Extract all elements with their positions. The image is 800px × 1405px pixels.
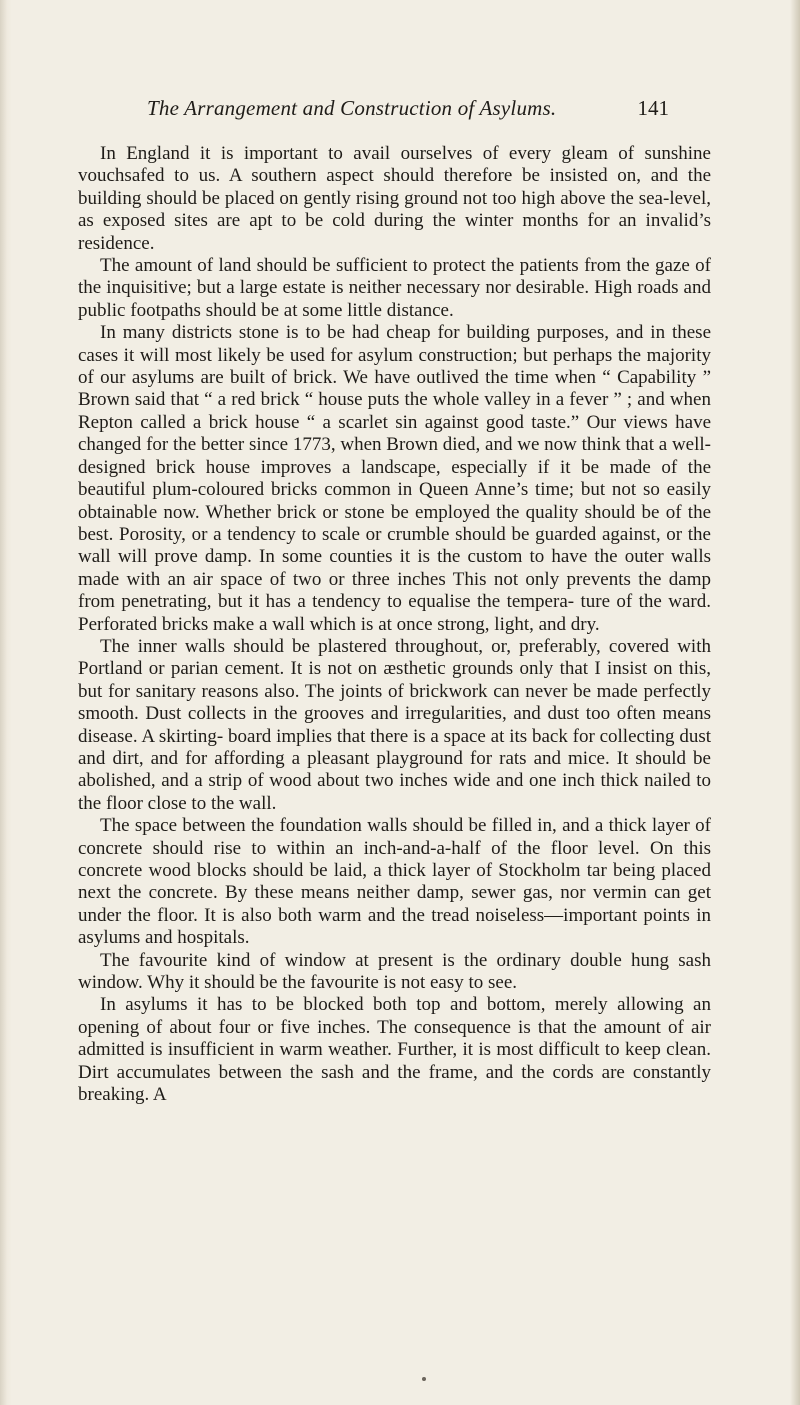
page-edge-right [790,0,800,1405]
ink-speck [422,1377,426,1381]
running-head [147,96,669,126]
paragraph-foundation: The space between the foundation walls should be filled in, and a thick layer of concrete should rise to within an inch-and-a-half of the floor level. On this concrete wood blocks should be laid, a thick layer of Stockholm tar being placed next the concrete. By these means neither damp, sewer gas, nor vermin can get under the floor. It is also both warm and the tread noiseless—important points in asylums and hospitals. [78,815,711,949]
paragraph-brick: In many districts stone is to be had cheap for building purposes, and in these cases it will most likely be used for asylum construction; but perhaps the majority of our asylums are built of brick. We have outlived the time when “ Capability ” Brown said that “ a red brick “ house puts the whole valley in a fever ” ; and when Repton called a brick house “ a scarlet sin against good taste.” Our views have changed for the better since 1773, when Brown died, and we now think that a well-designed brick house improves a landscape, especially if it be made of the beautiful plum-coloured bricks common in Queen Anne’s time; but not so easily obtainable now. Whether brick or stone be employed the quality should be of the best. Porosity, or a tendency to scale or crumble should be guarded against, or the wall will prove damp. In some counties it is the custom to have the outer walls made with an air space of two or three inches This not only prevents the damp from penetrating, but it has a tendency to equalise the tempera- ture of the ward. Perforated bricks make a wall which is at once strong, light, and dry. [78,322,711,635]
paragraph-inner-walls: The inner walls should be plastered throughout, or, preferably, covered with Portland or parian cement. It is not on æsthetic grounds only that I insist on this, but for sanitary reasons also. The joints of brickwork can never be made perfectly smooth. Dust collects in the grooves and irregularities, and dust too often means disease. A skirting- board implies that there is a space at its back for collecting dust and dirt, and for affording a pleasant playground for rats and mice. It should be abolished, and a strip of wood about two inches wide and one inch thick nailed to the floor close to the wall. [78,635,711,814]
paragraph-sunshine: In England it is important to avail ourselves of every gleam of sunshine vouchsafed to us. A southern aspect should therefore be insisted on, and the building should be placed on gently rising ground not too high above the sea-level, as exposed sites are apt to be cold during the winter months for an invalid’s residence. [78,143,711,254]
body-text [78,143,711,1106]
running-title: The Arrangement and Construction of Asylums. [147,96,557,120]
paragraph-window: The favourite kind of window at present is the ordinary double hung sash window. Why it should be the favourite is not easy to see. [78,949,711,994]
paragraph-land: The amount of land should be sufficient to protect the patients from the gaze of the inquisitive; but a large estate is neither necessary nor desirable. High roads and public footpaths should be at some little distance. [78,255,711,321]
paragraph-asylum-windows: In asylums it has to be blocked both top and bottom, merely allowing an opening of about four or five inches. The consequence is that the amount of air admitted is insufficient in warm weather. Further, it is most difficult to keep clean. Dirt accumulates between the sash and the frame, and the cords are constantly breaking. A [78,994,711,1106]
page-edge-left [0,0,12,1405]
page-number: 141 [637,96,669,120]
